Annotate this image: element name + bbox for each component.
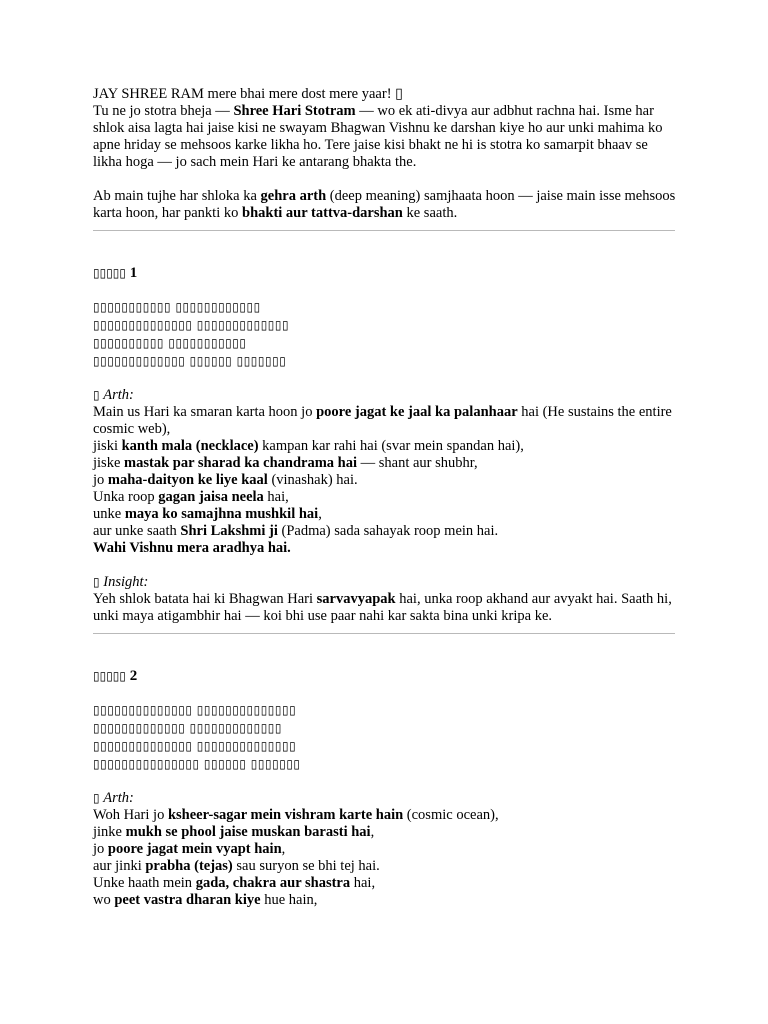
shloka-2-line-1: ▯▯▯▯▯▯▯▯▯▯▯▯▯▯ ▯▯▯▯▯▯▯▯▯▯▯▯▯▯ [93,703,297,717]
bold-run: prabha (tejas) [145,858,233,874]
bold-run: peet vastra dharan kiye [114,892,261,908]
meaning-line [93,489,678,506]
text-run: hai (He sustains the entire cosmic web), [93,404,672,437]
bold-run: Wahi Vishnu mera aradhya hai. [93,540,291,556]
bold-run: mastak par sharad ka chandrama hai [124,455,357,471]
shloka-2-line-4: ▯▯▯▯▯▯▯▯▯▯▯▯▯▯▯ ▯▯▯▯▯▯ ▯▯▯▯▯▯▯ [93,757,301,771]
text-run: hai, [350,875,376,891]
meaning-line [93,404,678,438]
heading-number: 1 [126,265,138,281]
shloka-1-line-4: ▯▯▯▯▯▯▯▯▯▯▯▯▯ ▯▯▯▯▯▯ ▯▯▯▯▯▯▯ [93,354,287,368]
insight-label-text: Insight: [103,574,149,590]
meaning-line [93,506,678,523]
bold-run: Shree Hari Stotram [233,103,356,119]
insight-paragraph [93,591,678,625]
text-run: jo [93,841,108,857]
shloka-1-heading [93,264,678,282]
text-run: , [281,841,286,857]
text-run: Unke haath mein [93,875,196,891]
arth-icon: ▯ [93,388,100,402]
heading-glyphs: ▯▯▯▯▯ [93,669,127,683]
text-run: wo [93,892,115,908]
bold-run: poore jagat mein vyapt hain [107,841,282,857]
bold-run: maha-daityon ke liye kaal [107,472,268,488]
text-run: (deep meaning) samjhaata hoon — jaise main isse mehsoos karta hoon, har pankti ko [93,188,676,221]
bold-run: maya ko samajhna mushkil hai [124,506,319,522]
heading-glyphs: ▯▯▯▯▯ [93,266,127,280]
meaning-line [93,540,678,557]
text-run: (cosmic ocean), [403,807,499,823]
text-run: Woh Hari jo [93,807,168,823]
shloka-2-heading [93,667,678,685]
text-run: (vinashak) hai. [267,472,358,488]
arth-label-text: Arth: [103,790,134,806]
meaning-line [93,455,678,472]
text-run: Ab main tujhe har shloka ka [93,188,261,204]
text-run: , [318,506,322,522]
text-run: Unka roop [93,489,159,505]
text-run: hai, unka roop akhand aur avyakt hai. Saath hi, unki maya atigambhir hai — koi bhi use paar nahi kar sakta bina unki kripa ke. [93,591,672,624]
shloka-2-line-2: ▯▯▯▯▯▯▯▯▯▯▯▯▯ ▯▯▯▯▯▯▯▯▯▯▯▯▯ [93,721,283,735]
text-run: — wo ek ati-divya aur adbhut rachna hai. Isme har shlok aisa lagta hai jaise kisi ne swayam Bhagwan Vishnu ke darshan kiye ho aur unki mahima ko apne hriday se mehsoos karke likha ho. Tere jaise kisi bhakt ne hi is stotra ko samarpit bhaav se likha hoga — jo sach mein Hari ke antarang bhakta the. [93,103,663,170]
text-run: , [370,824,375,840]
bold-run: gagan jaisa neela [158,489,264,505]
text-run: ke saath. [402,205,458,221]
intro-paragraph-2 [93,188,678,222]
text-run: Yeh shlok batata hai ki Bhagwan Hari [93,591,317,607]
bold-run: ksheer-sagar mein vishram karte hain [167,807,404,823]
shloka-1-line-3: ▯▯▯▯▯▯▯▯▯▯ ▯▯▯▯▯▯▯▯▯▯▯ [93,336,247,350]
meaning-line [93,824,678,841]
document-body [93,86,678,909]
text-run: Tu ne jo stotra bheja — [93,103,234,119]
meaning-line [93,523,678,540]
meaning-line [93,858,678,875]
arth-label-text: Arth: [103,387,134,403]
text-run: hai, [263,489,289,505]
text-run: unke [93,506,125,522]
bold-run: gehra arth [260,188,327,204]
text-run: jiske [93,455,125,471]
bold-run: bhakti aur tattva-darshan [242,205,403,221]
text-run: hue hain, [260,892,318,908]
bold-run: gada, chakra aur shastra [195,875,351,891]
text-run: jo [93,472,108,488]
text-run: — shant aur shubhr, [357,455,478,471]
meaning-line [93,892,678,909]
arth-icon: ▯ [93,791,100,805]
text-run: jinke [93,824,126,840]
text-run: aur unke saath [93,523,181,539]
insight-icon: ▯ [93,575,100,589]
meaning-line [93,807,678,824]
bold-run: sarvavyapak [316,591,396,607]
text-run: kampan kar rahi hai (svar mein spandan hai), [258,438,524,454]
text-run: (Padma) sada sahayak roop mein hai. [277,523,499,539]
heading-number: 2 [126,668,138,684]
meaning-line [93,438,678,455]
greeting-line: JAY SHREE RAM mere bhai mere dost mere yaar! ▯ [93,86,404,102]
bold-run: mukh se phool jaise muskan barasti hai [125,824,371,840]
text-run: sau suryon se bhi tej hai. [232,858,380,874]
shloka-1-line-1: ▯▯▯▯▯▯▯▯▯▯▯ ▯▯▯▯▯▯▯▯▯▯▯▯ [93,300,261,314]
meaning-line [93,841,678,858]
arth-label [93,387,678,404]
bold-run: Shri Lakshmi ji [180,523,278,539]
shloka-1-line-2: ▯▯▯▯▯▯▯▯▯▯▯▯▯▯ ▯▯▯▯▯▯▯▯▯▯▯▯▯ [93,318,290,332]
arth-label [93,790,678,807]
meaning-line [93,472,678,489]
bold-run: kanth mala (necklace) [121,438,259,454]
text-run: jiski [93,438,122,454]
insight-label [93,574,678,591]
text-run: Main us Hari ka smaran karta hoon jo [93,404,317,420]
shloka-2-line-3: ▯▯▯▯▯▯▯▯▯▯▯▯▯▯ ▯▯▯▯▯▯▯▯▯▯▯▯▯▯ [93,739,297,753]
bold-run: poore jagat ke jaal ka palanhaar [316,404,518,420]
text-run: aur jinki [93,858,146,874]
intro-paragraph [93,103,678,171]
meaning-line [93,875,678,892]
